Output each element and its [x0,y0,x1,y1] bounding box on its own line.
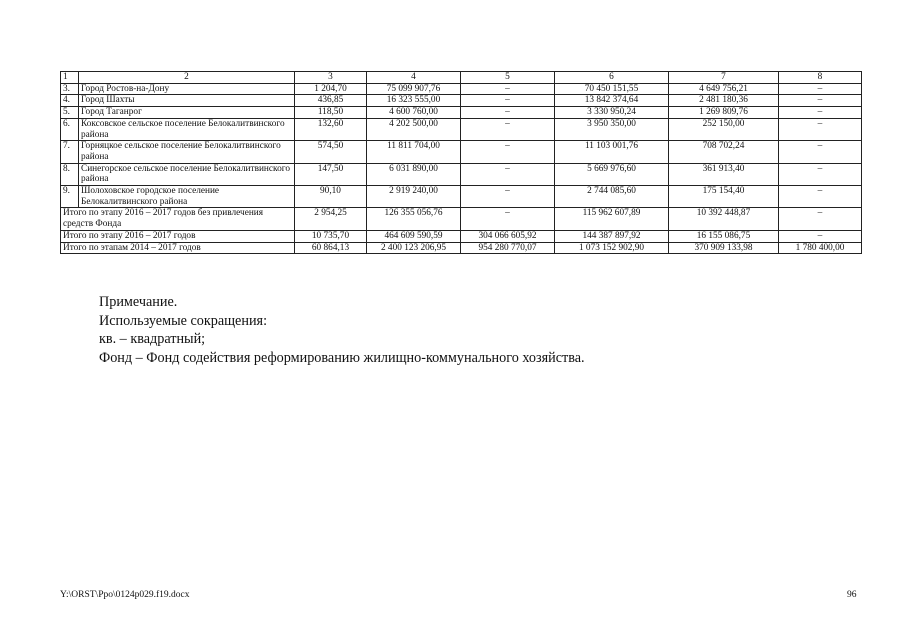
table-cell: – [461,208,555,230]
table-cell: 4 649 756,21 [669,83,779,95]
table-cell: 175 154,40 [669,186,779,208]
header-cell: 5 [461,72,555,84]
table-cell: 5 669 976,60 [555,163,669,185]
table-cell: – [461,107,555,119]
table-cell: 11 103 001,76 [555,141,669,163]
table-cell: – [779,83,862,95]
table-cell: 147,50 [295,163,367,185]
table-cell: 1 204,70 [295,83,367,95]
totals-label: Итого по этапу 2016 – 2017 годов [61,230,295,242]
table-cell: – [779,208,862,230]
table-cell: 4 202 500,00 [367,118,461,140]
data-table [60,71,862,254]
table-cell: 1 073 152 902,90 [555,242,669,254]
row-number: 7. [61,141,79,163]
table-cell: 2 744 085,60 [555,186,669,208]
note-line: Фонд – Фонд содействия реформированию жилищно-коммунального хозяйства. [99,349,585,366]
municipality-name: Город Шахты [79,95,295,107]
table-row [61,186,862,208]
table-cell: – [779,107,862,119]
table-cell: 436,85 [295,95,367,107]
table-cell: 4 600 760,00 [367,107,461,119]
table-row [61,141,862,163]
table-cell: 2 400 123 206,95 [367,242,461,254]
table-cell: 115 962 607,89 [555,208,669,230]
table-cell: 10 735,70 [295,230,367,242]
municipality-name: Коксовское сельское поселение Белокалитвинского района [79,118,295,140]
table-cell: – [461,95,555,107]
table-cell: 70 450 151,55 [555,83,669,95]
table-cell: – [779,186,862,208]
row-number: 3. [61,83,79,95]
footer-file-path: Y:\ORST\Ppo\0124p029.f19.docx [60,590,190,600]
table-row [61,83,862,95]
table-cell: 118,50 [295,107,367,119]
table-cell: 144 387 897,92 [555,230,669,242]
municipality-name: Горняцкое сельское поселение Белокалитвинского района [79,141,295,163]
row-number: 5. [61,107,79,119]
notes-block [99,293,585,367]
table-cell: 708 702,24 [669,141,779,163]
row-number: 8. [61,163,79,185]
table-cell: 304 066 605,92 [461,230,555,242]
table-row [61,107,862,119]
table-cell: – [779,95,862,107]
table-cell: 132,60 [295,118,367,140]
table-cell: – [461,118,555,140]
table-cell: 574,50 [295,141,367,163]
table-cell: – [461,186,555,208]
table-cell: 16 155 086,75 [669,230,779,242]
table-cell: 954 280 770,07 [461,242,555,254]
table-cell: 1 269 809,76 [669,107,779,119]
table-cell: 10 392 448,87 [669,208,779,230]
note-line: Используемые сокращения: [99,312,268,329]
table-cell: 3 950 350,00 [555,118,669,140]
table-header-row [61,72,862,84]
municipality-name: Город Таганрог [79,107,295,119]
header-cell: 3 [295,72,367,84]
row-number: 9. [61,186,79,208]
table-cell: 13 842 374,64 [555,95,669,107]
table-cell: 90,10 [295,186,367,208]
table-cell: 252 150,00 [669,118,779,140]
table-cell: – [779,163,862,185]
table-cell: 361 913,40 [669,163,779,185]
table-cell: 60 864,13 [295,242,367,254]
header-cell: 8 [779,72,862,84]
header-cell: 2 [79,72,295,84]
table-cell: 6 031 890,00 [367,163,461,185]
table-cell: 1 780 400,00 [779,242,862,254]
table-cell: 2 481 180,36 [669,95,779,107]
table-cell: 3 330 950,24 [555,107,669,119]
table-cell: – [461,163,555,185]
table-cell: 16 323 555,00 [367,95,461,107]
header-cell: 7 [669,72,779,84]
header-cell: 1 [61,72,79,84]
table-cell: – [461,141,555,163]
totals-row [61,208,862,230]
municipality-name: Синегорское сельское поселение Белокалитвинского района [79,163,295,185]
totals-label: Итого по этапам 2014 – 2017 годов [61,242,295,254]
table-cell: 11 811 704,00 [367,141,461,163]
page-number: 96 [847,590,857,600]
table-row [61,95,862,107]
table-cell: – [779,141,862,163]
table-cell: 126 355 056,76 [367,208,461,230]
table-row [61,118,862,140]
municipality-name: Шолоховское городское поселение Белокалитвинского района [79,186,295,208]
note-heading: Примечание. [99,294,178,310]
table-cell: 370 909 133,98 [669,242,779,254]
table-cell: – [461,83,555,95]
table-cell: 2 919 240,00 [367,186,461,208]
table-cell: 2 954,25 [295,208,367,230]
row-number: 4. [61,95,79,107]
table-cell: – [779,118,862,140]
header-cell: 4 [367,72,461,84]
table-row [61,163,862,185]
table-cell: 464 609 590,59 [367,230,461,242]
totals-row [61,230,862,242]
totals-label: Итого по этапу 2016 – 2017 годов без привлечения средств Фонда [61,208,295,230]
row-number: 6. [61,118,79,140]
note-line: кв. – квадратный; [99,331,206,347]
totals-row [61,242,862,254]
header-cell: 6 [555,72,669,84]
municipality-name: Город Ростов-на-Дону [79,83,295,95]
table-cell: – [779,230,862,242]
table-cell: 75 099 907,76 [367,83,461,95]
